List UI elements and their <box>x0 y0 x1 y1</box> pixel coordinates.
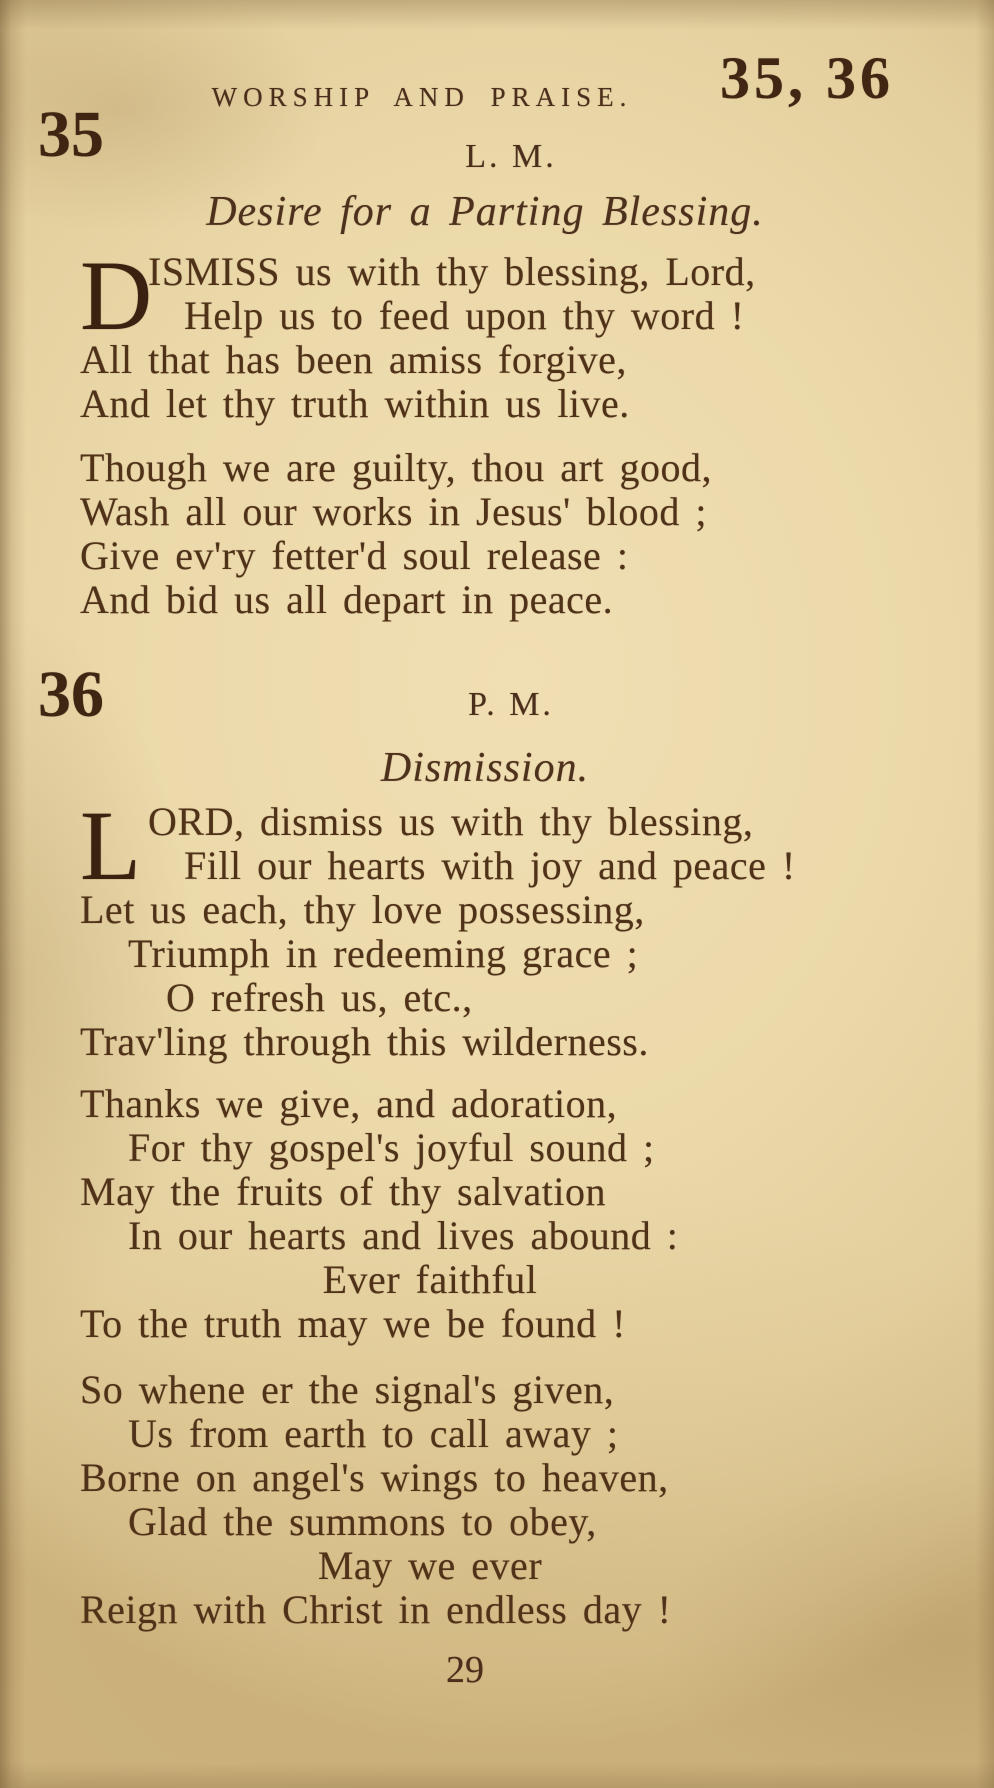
drop-cap-letter: D <box>80 240 153 351</box>
page-edge-shadow-right <box>976 0 994 1788</box>
hymn-35-stanza-2 <box>80 446 920 622</box>
hymn-line: Triumph in redeeming grace ; <box>128 931 639 976</box>
hymn-36-stanza-3 <box>80 1368 920 1632</box>
hymn-line: Us from earth to call away ; <box>128 1411 619 1456</box>
hymn-line: Let us each, thy love possessing, <box>80 887 645 932</box>
hymn-line: For thy gospel's joyful sound ; <box>128 1125 655 1170</box>
hymn-line: Though we are guilty, thou art good, <box>80 445 712 490</box>
hymn-line: ISMISS us with thy blessing, Lord, <box>148 249 756 294</box>
running-title: WORSHIP AND PRAISE. <box>211 82 633 112</box>
hymn-line: Thanks we give, and adoration, <box>80 1081 618 1126</box>
hymn-36-meter: P. M. <box>468 686 554 723</box>
hymn-line: O refresh us, etc., <box>166 975 473 1020</box>
hymn-35-meter: L. M. <box>465 138 557 175</box>
hymn-36-title: Dismission. <box>380 745 590 791</box>
hymn-line: Fill our hearts with joy and peace ! <box>184 843 796 888</box>
page-edge-shadow-top <box>0 0 994 30</box>
hymn-35-title: Desire for a Parting Blessing. <box>206 189 764 235</box>
hymn-line: In our hearts and lives abound : <box>128 1213 679 1258</box>
hymn-line: Reign with Christ in endless day ! <box>80 1587 672 1632</box>
page-edge-shadow-left <box>0 0 26 1788</box>
hymn-line: To the truth may we be found ! <box>80 1301 626 1346</box>
hymn-36-stanza-1 <box>80 790 920 1064</box>
hymn-line: May the fruits of thy salvation <box>80 1169 606 1214</box>
hymn-line: All that has been amiss forgive, <box>80 337 627 382</box>
drop-cap-letter: L <box>80 790 142 901</box>
hymn-line: Wash all our works in Jesus' blood ; <box>80 489 707 534</box>
hymn-number-range: 35, 36 <box>720 45 894 111</box>
hymn-line: Trav'ling through this wilderness. <box>80 1019 649 1064</box>
hymn-line: Give ev'ry fetter'd soul release : <box>80 533 629 578</box>
hymn-line: And bid us all depart in peace. <box>80 577 614 622</box>
hymn-35-stanza-1 <box>80 240 920 426</box>
hymn-line: Glad the summons to obey, <box>128 1499 597 1544</box>
hymn-line: May we ever <box>317 1543 543 1588</box>
hymn-line: Ever faithful <box>322 1257 538 1302</box>
page-number: 29 <box>446 1649 484 1691</box>
hymn-line: Borne on angel's wings to heaven, <box>80 1455 669 1500</box>
hymn-line: Help us to feed upon thy word ! <box>184 293 745 338</box>
hymn-line: And let thy truth within us live. <box>80 381 630 426</box>
hymn-line: So whene er the signal's given, <box>80 1367 615 1412</box>
hymn-35-number: 35 <box>38 98 104 171</box>
page-edge-shadow-bottom <box>0 1762 994 1788</box>
hymn-line: ORD, dismiss us with thy blessing, <box>148 799 754 844</box>
hymn-36-stanza-2 <box>80 1082 920 1346</box>
hymn-36-number: 36 <box>38 658 104 731</box>
